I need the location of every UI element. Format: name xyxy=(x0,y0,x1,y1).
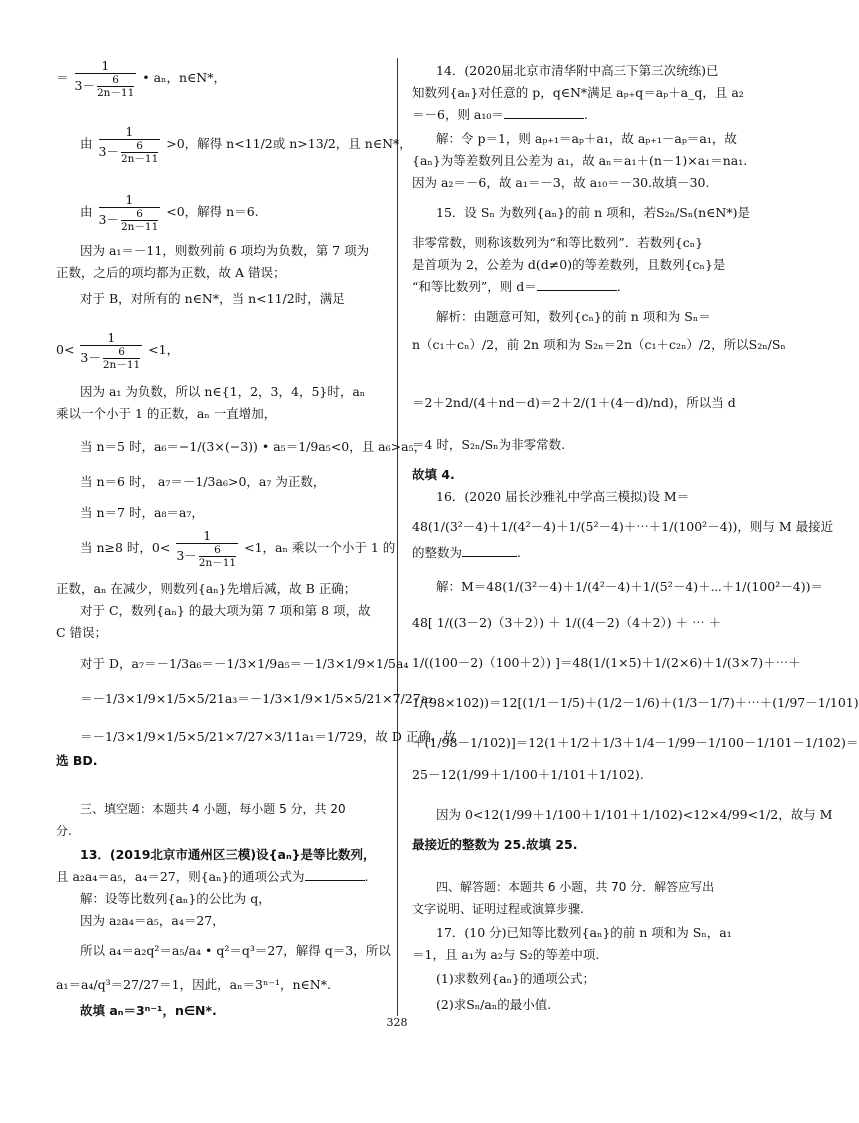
fraction: 1 3－ $\frac{6}{2n-11}$ xyxy=(98,124,159,165)
formula-line: 由 1 3－ $\frac{6}{2n-11}$ <0，解得 n＝6. xyxy=(80,192,259,233)
question-13: 13．(2019北京市通州区三模)设{aₙ}是等比数列， xyxy=(80,847,376,862)
fraction: 1 3－ $\frac{6}{2n-11}$ xyxy=(98,192,159,233)
text-line: 且 a₂a₄＝a₅，a₄＝27，则{aₙ}的通项公式为 . xyxy=(56,869,369,884)
answer-blank xyxy=(305,868,365,881)
formula-line: 由 1 3－ $\frac{6}{2n-11}$ >0，解得 n<11/2或 n>13/2，且 n∈N*， xyxy=(80,124,412,165)
text-line: (2)求Sₙ/aₙ的最小值. xyxy=(436,997,552,1012)
text-line: 故填 aₙ＝3ⁿ⁻¹，n∈N*. xyxy=(80,1003,217,1018)
answer-blank xyxy=(504,106,584,119)
text-line: 解：M＝48(1/(3²－4)＋1/(4²－4)＋1/(5²－4)＋⋯＋1/(100²－4))＝ xyxy=(436,579,823,594)
text-line: 解析：由题意可知，数列{cₙ}的前 n 项和为 Sₙ＝ xyxy=(436,309,711,324)
text-line: ＝1，且 a₁为 a₂与 S₂的等差中项. xyxy=(412,947,600,962)
text-line: 对于 B，对所有的 n∈N*，当 n<11/2时，满足 xyxy=(80,291,345,306)
text-line: 解：设等比数列{aₙ}的公比为 q， xyxy=(80,891,271,906)
question-16: 16．(2020 届长沙雅礼中学高三模拟)设 M＝ xyxy=(436,489,690,504)
formula-line: 当 n≥8 时，0< 1 3－ $\frac{6}{2n-11}$ <1，aₙ 乘以一个小于 1 的 xyxy=(80,528,396,569)
question-14: 14．(2020届北京市清华附中高三下第三次统练)已 xyxy=(436,63,719,78)
text-line: 因为 a₁＝－11，则数列前 6 项均为负数，第 7 项为 xyxy=(80,243,370,258)
text-line: 的整数为 . xyxy=(412,545,521,560)
page-number: 328 xyxy=(386,1016,408,1029)
text-line: n（c₁＋cₙ）/2，前 2n 项和为 S₂ₙ＝2n（c₁＋c₂ₙ）/2，所以S₂ₙ/Sₙ xyxy=(412,337,786,352)
text-line: 正数，aₙ 在减少，则数列{aₙ}先增后减，故 B 正确； xyxy=(56,581,357,596)
text-line: 所以 a₄＝a₂q²＝a₅/a₄ • q²＝q³＝27，解得 q＝3，所以 xyxy=(80,943,391,958)
section-heading: 三、填空题：本题共 4 小题，每小题 5 分，共 20 xyxy=(80,802,346,816)
text-line: 对于 D，a₇＝－1/3a₆＝－1/3×1/9a₅＝－1/3×1/9×1/5a₄ xyxy=(80,656,409,671)
text-line: 1/(98×102))＝12[(1/1－1/5)＋(1/2－1/6)＋(1/3－1/7)＋⋯＋(1/97－1/101) xyxy=(412,695,859,710)
text-line: ＝－1/3×1/9×1/5×5/21×7/27×3/11a₁＝1/729，故 D 正确．故 xyxy=(80,729,456,744)
text-line: 乘以一个小于 1 的正数，aₙ 一直增加， xyxy=(56,406,277,421)
answer-blank xyxy=(537,278,617,291)
fraction: 1 3－ $\frac{6}{2n-11}$ xyxy=(80,330,141,371)
text-line: 当 n＝6 时， a₇＝－1/3a₆>0，a₇ 为正数， xyxy=(80,474,326,489)
section-heading: 分. xyxy=(56,824,72,838)
text-line: 知数列{aₙ}对任意的 p，q∈N*满足 aₚ₊q＝aₚ＋a_q，且 a₂ xyxy=(412,85,744,100)
text-line: 最接近的整数为 25.故填 25. xyxy=(412,837,578,852)
section-heading: 文字说明、证明过程或演算步骤. xyxy=(412,902,584,916)
question-15: 15．设 Sₙ 为数列{aₙ}的前 n 项和，若S₂ₙ/Sₙ(n∈N*)是 xyxy=(436,205,750,220)
text-line: {aₙ}为等差数列且公差为 a₁，故 aₙ＝a₁＋(n－1)×a₁＝na₁. xyxy=(412,153,748,168)
text-line: 正数，之后的项均都为正数，故 A 错误； xyxy=(56,265,286,280)
text-line: 非零常数，则称该数列为“和等比数列”．若数列{cₙ} xyxy=(412,235,704,250)
text-line: “和等比数列”，则 d＝ . xyxy=(412,279,621,294)
text-line: 当 n＝5 时，a₆＝−1/(3×(−3)) • a₅＝1/9a₅<0，且 a₆>a₅， xyxy=(80,439,427,454)
text-line: a₁＝a₄/q³＝27/27＝1，因此，aₙ＝3ⁿ⁻¹，n∈N*. xyxy=(56,977,331,992)
text-line: 因为 a₂＝－6，故 a₁＝－3，故 a₁₀＝－30.故填－30. xyxy=(412,175,710,190)
formula-line: 0< 1 3－ $\frac{6}{2n-11}$ <1， xyxy=(56,330,180,371)
section-heading: 四、解答题：本题共 6 小题，共 70 分．解答应写出 xyxy=(436,880,715,894)
text-line: ＝2＋2nd/(4＋nd－d)＝2＋2/(1＋(4－d)/nd)，所以当 d xyxy=(412,395,736,410)
text-line: ＋(1/98－1/102)]＝12(1＋1/2＋1/3＋1/4－1/99－1/100－1/101－1/102)＝ xyxy=(412,735,859,750)
answer-blank xyxy=(462,544,517,557)
formula-line: ＝ 1 3－ $\frac{6}{2n-11}$ • aₙ，n∈N*， xyxy=(56,58,226,99)
text-line: 当 n＝7 时，a₈＝a₇， xyxy=(80,505,204,520)
text-line: 故填 4. xyxy=(412,467,455,482)
text-line: 48[ 1/((3－2)（3＋2）) ＋ 1/((4－2)（4＋2）) ＋ ⋯ ＋ xyxy=(412,615,722,630)
text-line: 对于 C，数列{aₙ} 的最大项为第 7 项和第 8 项，故 xyxy=(80,603,371,618)
question-17: 17．(10 分)已知等比数列{aₙ}的前 n 项和为 Sₙ，a₁ xyxy=(436,925,732,940)
text-line: 选 BD. xyxy=(56,753,98,768)
fraction: 1 3－ $\frac{6}{2n-11}$ xyxy=(74,58,135,99)
text-line: 48(1/(3²－4)＋1/(4²－4)＋1/(5²－4)＋⋯＋1/(100²－4))，则与 M 最接近 xyxy=(412,519,834,534)
text-line: (1)求数列{aₙ}的通项公式； xyxy=(436,971,595,986)
text-line: ＝4 时，S₂ₙ/Sₙ为非零常数. xyxy=(412,437,566,452)
text-line: ＝－1/3×1/9×1/5×5/21a₃＝－1/3×1/9×1/5×5/21×7/27a₂ xyxy=(80,691,434,706)
text-line: 因为 a₂a₄＝a₅，a₄＝27， xyxy=(80,913,225,928)
text-line: 1/((100－2)（100＋2）) ]＝48(1/(1×5)＋1/(2×6)＋1/(3×7)＋⋯＋ xyxy=(412,655,801,670)
text-line: 是首项为 2，公差为 d(d≠0)的等差数列，且数列{cₙ}是 xyxy=(412,257,726,272)
text-line: 因为 0<12(1/99＋1/100＋1/101＋1/102)<12×4/99<1/2，故与 M xyxy=(436,807,833,822)
text-line: ＝－6，则 a₁₀＝ . xyxy=(412,107,588,122)
fraction: 1 3－ $\frac{6}{2n-11}$ xyxy=(176,528,237,569)
text-line: 因为 a₁ 为负数，所以 n∈{1，2，3，4，5}时，aₙ xyxy=(80,384,366,399)
column-divider xyxy=(397,58,398,1016)
text-line: 25－12(1/99＋1/100＋1/101＋1/102). xyxy=(412,767,644,782)
text-line: 解：令 p＝1，则 aₚ₊₁＝aₚ＋a₁，故 aₚ₊₁－aₚ＝a₁，故 xyxy=(436,131,737,146)
text-line: C 错误； xyxy=(56,625,108,640)
